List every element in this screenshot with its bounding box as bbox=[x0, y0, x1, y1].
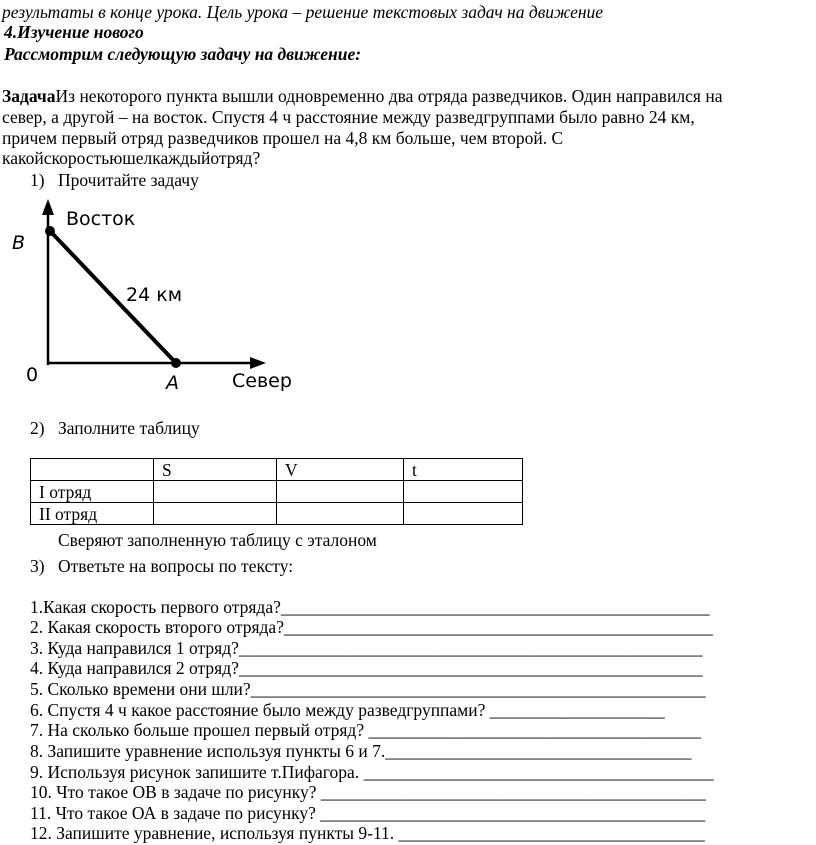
table-header-v: V bbox=[277, 459, 404, 481]
table-row bbox=[31, 503, 523, 525]
direction-diagram bbox=[0, 195, 320, 405]
table-row bbox=[31, 481, 523, 503]
table-cell[interactable] bbox=[154, 481, 277, 503]
table-header-s: S bbox=[154, 459, 277, 481]
vertical-axis-arrow bbox=[42, 199, 54, 215]
step-3-text: Ответьте на вопросы по тексту: bbox=[58, 556, 294, 576]
step-3 bbox=[30, 556, 293, 576]
problem-line-1 bbox=[2, 86, 722, 106]
question-1: 1.Какая скорость первого отряда?_________________________________________________ bbox=[30, 597, 710, 617]
horizontal-axis-arrow bbox=[250, 357, 266, 369]
table-header-t: t bbox=[404, 459, 523, 481]
table-cell[interactable] bbox=[277, 503, 404, 525]
table-row-label: II отряд bbox=[31, 503, 154, 525]
table-cell[interactable] bbox=[404, 503, 523, 525]
point-b-dot bbox=[45, 226, 55, 236]
problem-text-1: Из некоторого пункта вышли одновременно два отряда разведчиков. Один направился на bbox=[55, 86, 723, 106]
table-cell[interactable] bbox=[154, 503, 277, 525]
step-1-text: Прочитайте задачу bbox=[58, 170, 199, 190]
question-4: 4. Куда направился 2 отряд?_____________________________________________________ bbox=[30, 658, 703, 678]
question-6: 6. Спустя 4 ч какое расстояние было между разведгруппами? ____________________ bbox=[30, 700, 665, 720]
problem-line-2: север, а другой – на восток. Спустя 4 ч расстояние между разведгруппами было равно 24 км, bbox=[2, 107, 695, 127]
step-2-number: 2) bbox=[30, 418, 45, 438]
step-2-text: Заполните таблицу bbox=[58, 418, 200, 438]
question-10: 10. Что такое ОВ в задаче по рисунку? ____________________________________________ bbox=[30, 782, 706, 802]
label-point-b: В bbox=[12, 232, 26, 254]
label-origin: 0 bbox=[26, 364, 39, 386]
label-point-a: А bbox=[166, 372, 179, 394]
label-vostok: Восток bbox=[66, 208, 136, 230]
question-8: 8. Запишите уравнение используя пункты 6 и 7.___________________________________ bbox=[30, 741, 692, 761]
table-row-label: I отряд bbox=[31, 481, 154, 503]
question-12: 12. Запишите уравнение, используя пункты 9-11. ___________________________________ bbox=[30, 823, 705, 843]
table-cell[interactable] bbox=[277, 481, 404, 503]
question-5: 5. Сколько времени они шли?____________________________________________________ bbox=[30, 679, 706, 699]
step-1-number: 1) bbox=[30, 170, 45, 190]
table-cell[interactable] bbox=[404, 481, 523, 503]
table-header-cell bbox=[31, 459, 154, 481]
problem-line-3: причем первый отряд разведчиков прошел на 4,8 км больше, чем второй. С bbox=[2, 128, 564, 148]
intro-line: результаты в конце урока. Цель урока – решение текстовых задач на движение bbox=[2, 2, 604, 22]
section-subtitle: Рассмотрим следующую задачу на движение: bbox=[4, 44, 362, 64]
question-3: 3. Куда направился 1 отряд?_____________________________________________________ bbox=[30, 638, 703, 658]
label-distance: 24 км bbox=[126, 284, 183, 306]
step-3-number: 3) bbox=[30, 556, 45, 576]
problem-label: Задача bbox=[2, 86, 56, 106]
question-7: 7. На сколько больше прошел первый отряд? ______________________________________ bbox=[30, 720, 701, 740]
step-2 bbox=[30, 418, 200, 438]
question-2: 2. Какая скорость второго отряда?_________________________________________________ bbox=[30, 617, 713, 637]
fill-table bbox=[30, 458, 523, 525]
step-1 bbox=[30, 170, 199, 190]
question-9: 9. Используя рисунок запишите т.Пифагора. ________________________________________ bbox=[30, 762, 714, 782]
label-sever: Север bbox=[232, 370, 292, 392]
point-a-dot bbox=[171, 358, 181, 368]
check-note: Сверяют заполненную таблицу с эталоном bbox=[58, 530, 377, 550]
table-header-row bbox=[31, 459, 523, 481]
section-heading: 4.Изучение нового bbox=[4, 22, 144, 42]
problem-line-4: какойскоростьюшелкаждыйотряд? bbox=[2, 148, 261, 168]
question-11: 11. Что такое ОА в задаче по рисунку? ____________________________________________ bbox=[30, 803, 706, 823]
